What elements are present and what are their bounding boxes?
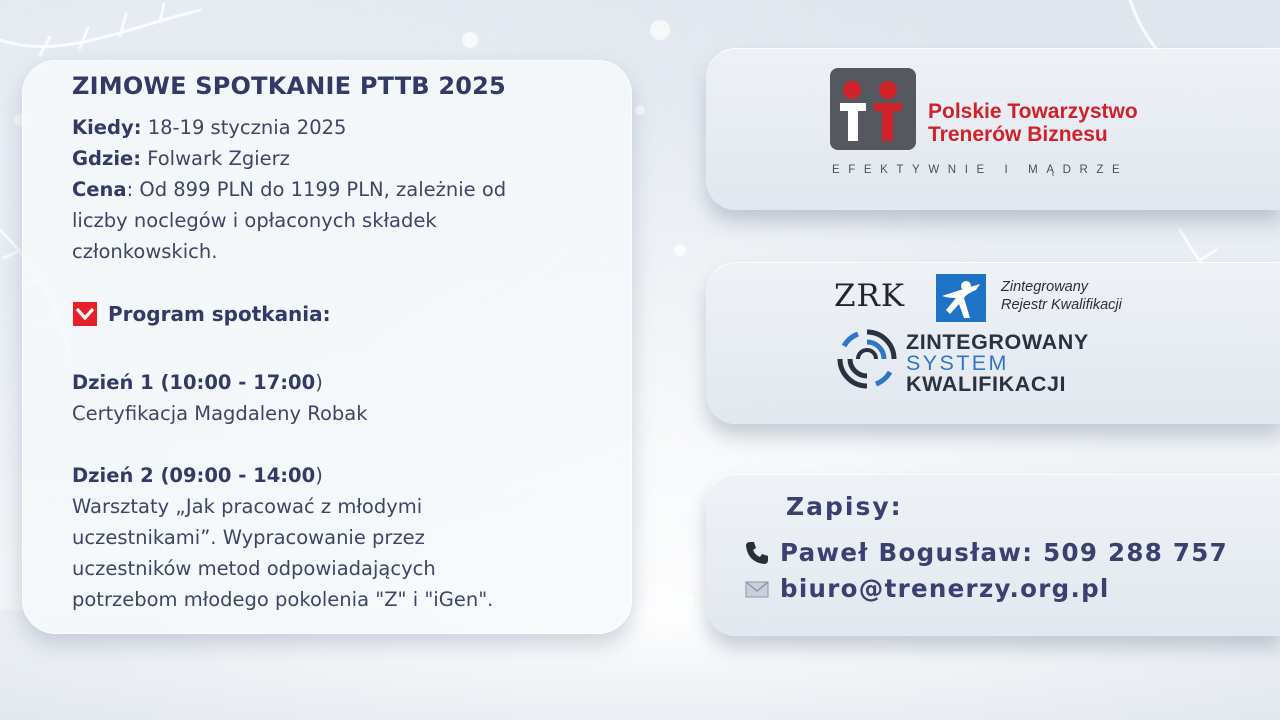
pttb-logo-icon — [830, 68, 916, 150]
email-text: biuro@trenerzy.org.pl — [780, 574, 1110, 603]
day2-desc-1: Warsztaty „Jak pracować z młodymi — [72, 495, 423, 518]
price-value-3: członkowskich. — [72, 240, 218, 263]
day2-paren: ) — [315, 464, 323, 487]
price-value-2: liczby noclegów i opłaconych składek — [72, 209, 437, 232]
day2-desc-4: potrzebom młodego pokolenia "Z" i "iGen". — [72, 588, 494, 611]
day1-label: Dzień 1 (10:00 - 17:00 — [72, 371, 316, 394]
day1-desc: Certyfikacja Magdaleny Robak — [72, 402, 368, 425]
where-label: Gdzie: — [72, 147, 142, 170]
zrk-abbr: ZRK — [834, 278, 906, 314]
event-where — [72, 143, 632, 174]
envelope-icon — [744, 576, 770, 602]
zsk-rings-icon — [836, 328, 898, 390]
check-box-icon — [72, 301, 98, 327]
pttb-line1: Polskie Towarzystwo — [928, 100, 1138, 123]
zrk-register-name — [1001, 278, 1122, 314]
day2-desc-3: uczestników metod odpowiadających — [72, 557, 436, 580]
day2-desc-2: uczestnikami”. Wypracowanie przez — [72, 526, 425, 549]
event-info-panel — [22, 60, 632, 634]
phone-icon — [744, 540, 770, 566]
zrk-line1: Zintegrowany — [1001, 279, 1089, 295]
signup-heading: Zapisy: — [786, 492, 903, 521]
contact-phone[interactable] — [744, 538, 1228, 567]
pttb-tagline: EFEKTYWNIE I MĄDRZE — [832, 164, 1129, 176]
day-2 — [72, 460, 632, 615]
pttb-logo-card — [706, 48, 1280, 210]
pttb-line2: Trenerów Biznesu — [928, 123, 1108, 146]
price-label: Cena — [72, 178, 127, 201]
event-title: ZIMOWE SPOTKANIE PTTB 2025 — [72, 72, 506, 100]
when-value: 18-19 stycznia 2025 — [141, 116, 347, 139]
program-heading — [72, 301, 632, 327]
pttb-name — [928, 100, 1138, 146]
contact-email[interactable] — [744, 574, 1110, 603]
contact-card — [706, 474, 1280, 636]
zsk-line2: SYSTEM — [906, 351, 1009, 375]
zsk-name — [906, 332, 1089, 395]
when-label: Kiedy: — [72, 116, 142, 139]
zsk-line1: ZINTEGROWANY — [906, 330, 1089, 354]
event-price — [72, 174, 632, 267]
zrk-figure-icon — [936, 274, 986, 322]
zrk-logo-card — [706, 262, 1280, 424]
zrk-line2: Rejestr Kwalifikacji — [1001, 297, 1122, 313]
day-1 — [72, 367, 632, 429]
phone-text: Paweł Bogusław: 509 288 757 — [780, 538, 1228, 567]
zsk-line3: KWALIFIKACJI — [906, 372, 1067, 396]
price-value-1: : Od 899 PLN do 1199 PLN, zależnie od — [126, 178, 507, 201]
event-when — [72, 112, 632, 143]
where-value: Folwark Zgierz — [141, 147, 290, 170]
day1-paren: ) — [315, 371, 323, 394]
day2-label: Dzień 2 (09:00 - 14:00 — [72, 464, 316, 487]
program-label: Program spotkania: — [108, 302, 331, 326]
